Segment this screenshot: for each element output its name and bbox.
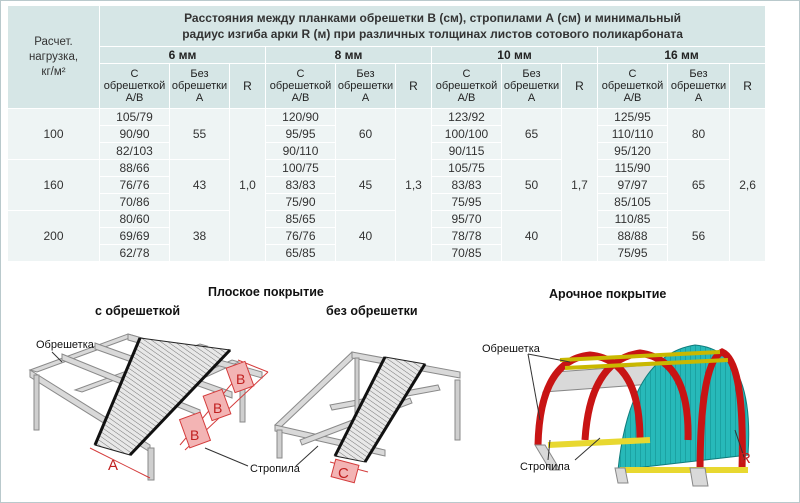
- dimension-b-3: B: [236, 371, 246, 387]
- without-lathing-header: Без обрешетки A: [336, 64, 396, 109]
- with-lathing-header: С обрешеткой A/B: [100, 64, 170, 109]
- with-lathing-cell: 70/85: [432, 245, 502, 262]
- thickness-header-3: 16 мм: [598, 47, 766, 64]
- radius-cell: 1,0: [230, 109, 266, 262]
- without-lathing-cell: 50: [502, 160, 562, 211]
- with-lathing-cell: 76/76: [266, 228, 336, 245]
- with-lathing-cell: 88/66: [100, 160, 170, 177]
- load-cell: 160: [8, 160, 100, 211]
- with-lathing-cell: 85/65: [266, 211, 336, 228]
- radius-cell: 1,7: [562, 109, 598, 262]
- with-lathing-cell: 69/69: [100, 228, 170, 245]
- without-lathing-cell: 60: [336, 109, 396, 160]
- with-lathing-cell: 95/95: [266, 126, 336, 143]
- without-lathing-cell: 80: [668, 109, 730, 160]
- label-lathing-arch: Обрешетка: [482, 343, 540, 355]
- radius-cell: 1,3: [396, 109, 432, 262]
- flat-roof-without-lathing-diagram: [275, 352, 460, 483]
- with-lathing-header: С обрешеткой A/B: [266, 64, 336, 109]
- with-lathing-cell: 83/83: [266, 177, 336, 194]
- caption-without-lathing: без обрешетки: [326, 304, 418, 318]
- thickness-header-0: 6 мм: [100, 47, 266, 64]
- table-row: [8, 160, 766, 177]
- with-lathing-cell: 95/70: [432, 211, 502, 228]
- spacing-table: [7, 5, 766, 262]
- without-lathing-header: Без обрешетки A: [170, 64, 230, 109]
- dimension-c: C: [338, 465, 349, 482]
- without-lathing-header: Без обрешетки A: [502, 64, 562, 109]
- caption-flat-roof: Плоское покрытие: [208, 285, 324, 299]
- with-lathing-cell: 123/92: [432, 109, 502, 126]
- without-lathing-header: Без обрешетки A: [668, 64, 730, 109]
- flat-roof-with-lathing-diagram: [30, 334, 268, 480]
- table-title: Расстояния между планками обрешетки В (см), стропилами А (см) и минимальный радиус изгиба арки R (м) при различных толщинах листов сотового поликарбоната: [100, 6, 766, 47]
- without-lathing-cell: 56: [668, 211, 730, 262]
- with-lathing-cell: 110/85: [598, 211, 668, 228]
- without-lathing-cell: 40: [502, 211, 562, 262]
- with-lathing-header: С обрешеткой A/B: [432, 64, 502, 109]
- dimension-b-2: B: [213, 400, 223, 416]
- roof-diagrams: [0, 318, 800, 500]
- load-cell: 100: [8, 109, 100, 160]
- with-lathing-cell: 100/75: [266, 160, 336, 177]
- with-lathing-cell: 75/95: [598, 245, 668, 262]
- radius-header: R: [230, 64, 266, 109]
- thickness-header-2: 10 мм: [432, 47, 598, 64]
- with-lathing-cell: 76/76: [100, 177, 170, 194]
- with-lathing-cell: 120/90: [266, 109, 336, 126]
- thickness-header-1: 8 мм: [266, 47, 432, 64]
- radius-header: R: [730, 64, 766, 109]
- with-lathing-header: С обрешеткой A/B: [598, 64, 668, 109]
- with-lathing-cell: 125/95: [598, 109, 668, 126]
- with-lathing-cell: 115/90: [598, 160, 668, 177]
- label-lathing-flat: Обрешетка: [36, 339, 94, 351]
- table-row: [8, 109, 766, 126]
- with-lathing-cell: 75/90: [266, 194, 336, 211]
- with-lathing-cell: 65/85: [266, 245, 336, 262]
- dimension-b-1: B: [190, 427, 200, 443]
- radius-cell: 2,6: [730, 109, 766, 262]
- with-lathing-cell: 100/100: [432, 126, 502, 143]
- calc-load-header: Расчет. нагрузка, кг/м²: [8, 6, 100, 109]
- with-lathing-cell: 83/83: [432, 177, 502, 194]
- with-lathing-cell: 85/105: [598, 194, 668, 211]
- with-lathing-cell: 62/78: [100, 245, 170, 262]
- with-lathing-cell: 78/78: [432, 228, 502, 245]
- without-lathing-cell: 43: [170, 160, 230, 211]
- without-lathing-cell: 45: [336, 160, 396, 211]
- with-lathing-cell: 90/115: [432, 143, 502, 160]
- label-rafters-arch: Стропила: [520, 461, 570, 473]
- without-lathing-cell: 65: [502, 109, 562, 160]
- without-lathing-cell: 40: [336, 211, 396, 262]
- with-lathing-cell: 95/120: [598, 143, 668, 160]
- with-lathing-cell: 70/86: [100, 194, 170, 211]
- table-row: [8, 211, 766, 228]
- with-lathing-cell: 110/110: [598, 126, 668, 143]
- arched-roof-diagram: [482, 343, 751, 486]
- radius-header: R: [562, 64, 598, 109]
- with-lathing-cell: 105/79: [100, 109, 170, 126]
- without-lathing-cell: 38: [170, 211, 230, 262]
- caption-with-lathing: с обрешеткой: [95, 304, 181, 318]
- with-lathing-cell: 90/90: [100, 126, 170, 143]
- dimension-a: A: [108, 457, 119, 474]
- with-lathing-cell: 82/103: [100, 143, 170, 160]
- caption-arched-roof: Арочное покрытие: [549, 287, 667, 301]
- label-rafters-flat: Стропила: [250, 463, 300, 475]
- with-lathing-cell: 90/110: [266, 143, 336, 160]
- with-lathing-cell: 88/88: [598, 228, 668, 245]
- load-cell: 200: [8, 211, 100, 262]
- with-lathing-cell: 75/95: [432, 194, 502, 211]
- with-lathing-cell: 97/97: [598, 177, 668, 194]
- without-lathing-cell: 65: [668, 160, 730, 211]
- with-lathing-cell: 80/60: [100, 211, 170, 228]
- dimension-r: R: [740, 450, 751, 467]
- with-lathing-cell: 105/75: [432, 160, 502, 177]
- radius-header: R: [396, 64, 432, 109]
- without-lathing-cell: 55: [170, 109, 230, 160]
